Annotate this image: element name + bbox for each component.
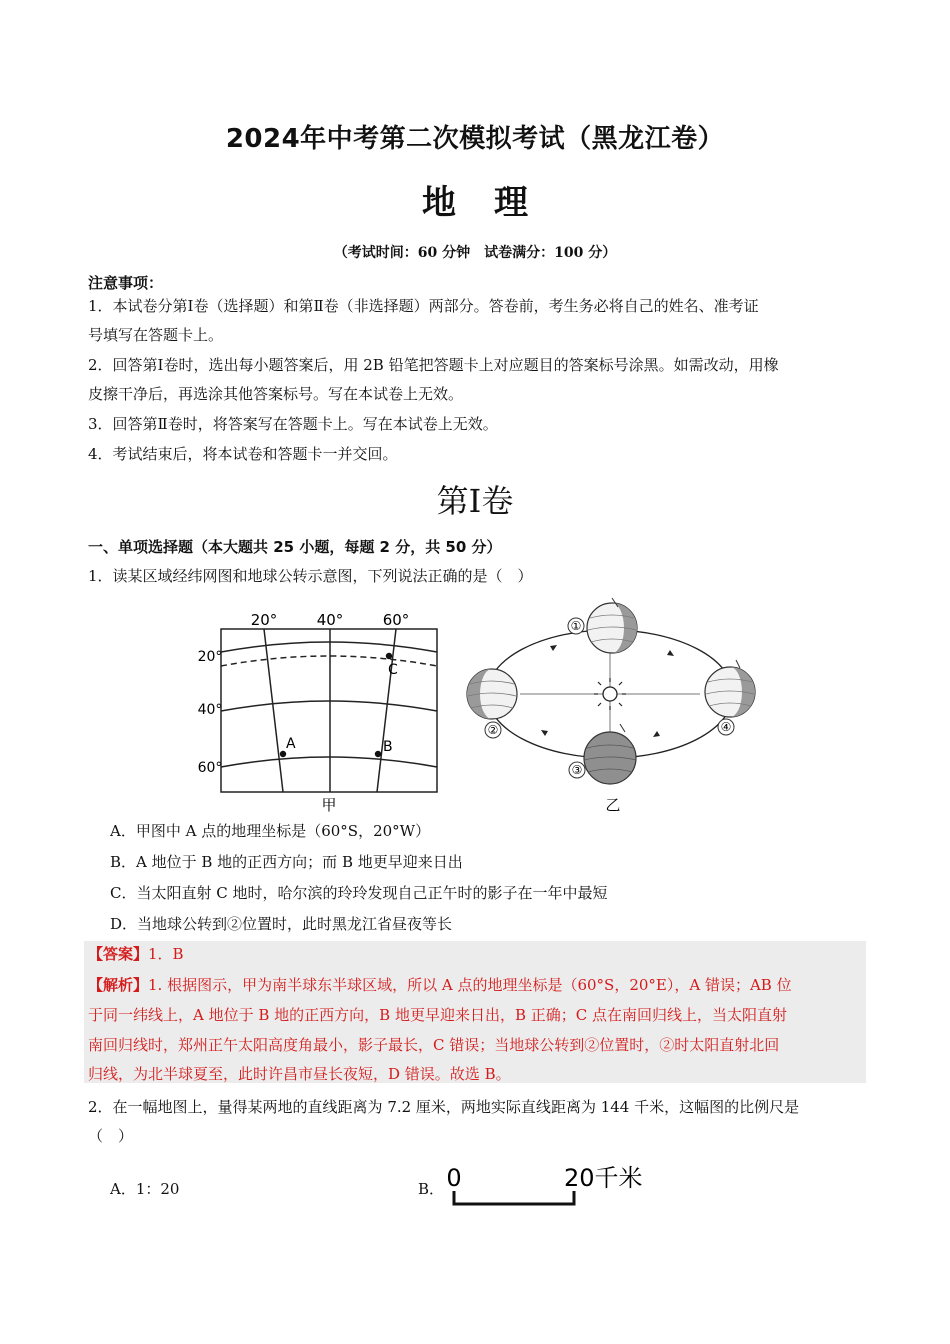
map-frame xyxy=(221,629,437,792)
scale-line xyxy=(454,1191,574,1204)
analysis-line xyxy=(88,974,792,995)
question-1-stem: 1．读某区域经纬网图和地球公转示意图，下列说法正确的是（ ） xyxy=(88,567,533,585)
notes-line: 皮擦干净后，再选涂其他答案标号。写在本试卷上无效。 xyxy=(88,385,464,403)
meridian-line xyxy=(377,629,396,792)
tropic-line xyxy=(221,656,437,666)
analysis-tag: 【解析】 xyxy=(88,976,149,994)
analysis-line: 归线，为北半球夏至，此时许昌市昼长夜短，D 错误。故选 B。 xyxy=(88,1065,511,1083)
point-label: B xyxy=(383,739,393,755)
earth-position-3 xyxy=(584,724,636,784)
volume-title: 第Ⅰ卷 xyxy=(436,482,514,520)
answer-value: 1．B xyxy=(148,945,184,963)
latitude-line xyxy=(221,642,437,652)
question-2-stem: 2．在一幅地图上，量得某两地的直线距离为 7.2 厘米，两地实际直线距离为 144 千米，这幅图的比例尺是 xyxy=(88,1098,800,1116)
position-label: ② xyxy=(487,723,499,737)
analysis-line: 于同一纬线上，A 地位于 B 地的正西方向，B 地更早迎来日出，B 正确；C 点在南回归线上，当太阳直射 xyxy=(88,1006,787,1024)
question-2-stem: （ ） xyxy=(88,1127,134,1145)
notes-line: 号填写在答题卡上。 xyxy=(88,326,224,344)
earth-position-1 xyxy=(587,598,637,653)
lon-label: 40° xyxy=(316,611,344,629)
earth-position-4 xyxy=(705,660,755,717)
q2-option-b[interactable]: B． xyxy=(418,1180,445,1198)
option-d[interactable]: D．当地球公转到②位置时，此时黑龙江省昼夜等长 xyxy=(110,915,453,933)
latitude-line xyxy=(221,701,437,711)
orbit-arrow xyxy=(653,731,660,737)
scale-zero: 0 xyxy=(446,1164,462,1192)
exam-info: （考试时间：60 分钟 试卷满分：100 分） xyxy=(333,245,617,261)
point-b xyxy=(375,751,381,757)
analysis-line: 南回归线时，郑州正午太阳高度角最小，影子最长，C 错误；当地球公转到②位置时，②时太阳直射北回 xyxy=(88,1036,780,1054)
lat-label: 20° xyxy=(197,649,223,665)
figure-caption: 乙 xyxy=(605,796,621,814)
orbit-arrow xyxy=(667,650,674,656)
notes-line: 1．本试卷分第Ⅰ卷（选择题）和第Ⅱ卷（非选择题）两部分。答卷前，考生务必将自己的姓名、准考证 xyxy=(88,297,759,315)
point-c xyxy=(386,653,392,659)
figure-caption: 甲 xyxy=(321,796,337,814)
figure-jia-graticule xyxy=(188,604,448,816)
meridian-line xyxy=(264,629,283,792)
option-b[interactable]: B．A 地位于 B 地的正西方向；而 B 地更早迎来日出 xyxy=(110,853,463,871)
lat-label: 60° xyxy=(197,760,223,776)
answer-tag: 【答案】 xyxy=(88,945,149,963)
earth-position-2 xyxy=(467,669,517,719)
position-label: ③ xyxy=(571,763,583,777)
orbit-arrow xyxy=(550,645,557,651)
position-label: ① xyxy=(570,619,582,633)
subject-title: 地理 xyxy=(422,183,566,223)
notes-line: 3．回答第Ⅱ卷时，将答案写在答题卡上。写在本试卷上无效。 xyxy=(88,415,498,433)
option-c[interactable]: C．当太阳直射 C 地时，哈尔滨的玲玲发现自己正午时的影子在一年中最短 xyxy=(110,884,608,902)
option-a[interactable]: A．甲图中 A 点的地理坐标是（60°S，20°W） xyxy=(110,822,431,840)
scale-end: 20千米 xyxy=(564,1164,643,1192)
scale-bar xyxy=(440,1158,660,1208)
lon-label: 20° xyxy=(250,611,278,629)
notes-heading: 注意事项： xyxy=(88,274,164,292)
q2-option-a[interactable]: A．1：20 xyxy=(110,1180,180,1198)
orbit-arrow xyxy=(541,730,548,736)
latitude-line xyxy=(221,757,437,767)
lon-label: 60° xyxy=(382,611,410,629)
notes-line: 4．考试结束后，将本试卷和答题卡一并交回。 xyxy=(88,445,398,463)
notes-line: 2．回答第Ⅰ卷时，选出每小题答案后，用 2B 铅笔把答题卡上对应题目的答案标号涂黑。如需改动，用橡 xyxy=(88,356,779,374)
point-label: C xyxy=(388,662,398,678)
section-heading: 一、单项选择题（本大题共 25 小题，每题 2 分，共 50 分） xyxy=(88,538,502,556)
lat-label: 40° xyxy=(197,702,223,718)
exam-title: 2024年中考第二次模拟考试（黑龙江卷） xyxy=(225,124,725,154)
analysis-text: 1. 根据图示，甲为南半球东半球区域，所以 A 点的地理坐标是（60°S，20°E），A 错误；AB 位 xyxy=(148,976,792,994)
figure-yi-revolution xyxy=(460,596,760,816)
point-label: A xyxy=(286,736,296,752)
answer-line xyxy=(88,943,184,964)
position-label: ④ xyxy=(720,720,732,734)
